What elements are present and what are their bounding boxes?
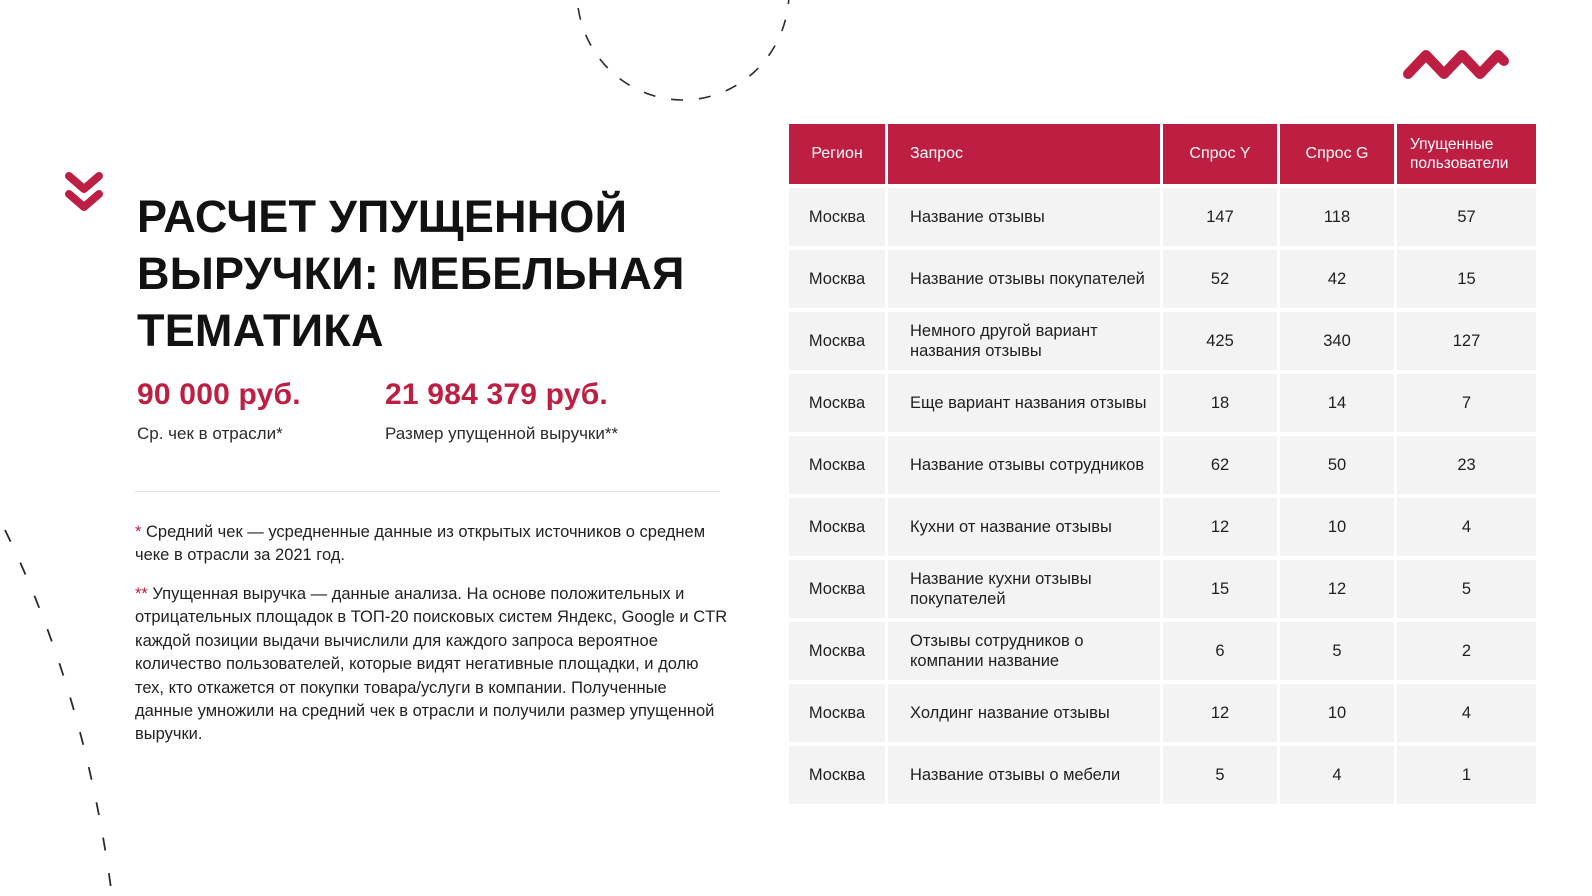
stat-average-check — [137, 378, 385, 444]
footnote-marker: * — [135, 523, 142, 541]
table-cell: Москва — [789, 436, 885, 494]
footnote-lost-revenue — [135, 583, 729, 747]
table-cell: 23 — [1397, 436, 1536, 494]
column-header: Запрос — [888, 124, 1160, 184]
footnotes — [135, 521, 729, 762]
table-row — [789, 188, 1536, 246]
table-cell: 5 — [1163, 746, 1277, 804]
table-row — [789, 436, 1536, 494]
table-cell: 4 — [1397, 684, 1536, 742]
table-cell: 18 — [1163, 374, 1277, 432]
table-cell: Холдинг название отзывы — [888, 684, 1160, 742]
table-cell: Название отзывы покупателей — [888, 250, 1160, 308]
table-cell: Кухни от название отзывы — [888, 498, 1160, 556]
stat-label: Размер упущенной выручки** — [385, 424, 619, 443]
footnote-text: Упущенная выручка — данные анализа. На основе положительных и отрицательных площадок в ТОП-20 поисковых систем Яндекс, Google и CTR каждой позиции выдачи вычислили для каждого запроса вероятное количество пользователей, которые видят негативные площадки, и долю тех, кто откажется от покупки товара/услуги в компании. Полученные данные умножили на средний чек в отрасли и получили размер упущенной выручки. — [135, 584, 728, 744]
stat-value: 21 984 379 руб. — [385, 378, 608, 411]
table-cell: 1 — [1397, 746, 1536, 804]
double-chevron-down-icon — [64, 170, 104, 216]
table-header — [789, 124, 1536, 184]
table-cell: Немного другой вариант названия отзывы — [888, 312, 1160, 370]
table-cell: 6 — [1163, 622, 1277, 680]
table-cell: Москва — [789, 250, 885, 308]
table-row — [789, 684, 1536, 742]
table-cell: Москва — [789, 374, 885, 432]
table-cell: Название отзывы сотрудников — [888, 436, 1160, 494]
table-cell: Москва — [789, 498, 885, 556]
table-cell: 10 — [1280, 498, 1394, 556]
stats-row — [137, 378, 725, 444]
table-cell: Москва — [789, 188, 885, 246]
zigzag-logo-icon — [1408, 55, 1504, 74]
table-cell: 12 — [1163, 684, 1277, 742]
table-cell: 12 — [1163, 498, 1277, 556]
table-cell: Москва — [789, 560, 885, 618]
table-cell: 127 — [1397, 312, 1536, 370]
table-row — [789, 622, 1536, 680]
table-cell: Название отзывы — [888, 188, 1160, 246]
table-row — [789, 746, 1536, 804]
stat-value: 90 000 руб. — [137, 378, 301, 411]
footnote-text: Средний чек — усредненные данные из открытых источников о среднем чеке в отрасли за 2021 год. — [135, 523, 706, 565]
table-cell: Название кухни отзывы покупателей — [888, 560, 1160, 618]
table-cell: 2 — [1397, 622, 1536, 680]
column-header: Упущенные пользователи — [1397, 124, 1536, 184]
table-cell: 425 — [1163, 312, 1277, 370]
table-cell: 52 — [1163, 250, 1277, 308]
footnote-marker: ** — [135, 584, 148, 603]
table-row — [789, 250, 1536, 308]
table-cell: 62 — [1163, 436, 1277, 494]
table-cell: Отзывы сотрудников о компании название — [888, 622, 1160, 680]
table-cell: Название отзывы о мебели — [888, 746, 1160, 804]
table-cell: 57 — [1397, 188, 1536, 246]
table-cell: 5 — [1280, 622, 1394, 680]
table-cell: 7 — [1397, 374, 1536, 432]
column-header: Спрос G — [1280, 124, 1394, 184]
table-cell: Москва — [789, 746, 885, 804]
table-cell: 14 — [1280, 374, 1394, 432]
table-cell: 15 — [1397, 250, 1536, 308]
column-header: Спрос Y — [1163, 124, 1277, 184]
table-body — [789, 188, 1536, 804]
table-cell: Москва — [789, 312, 885, 370]
stat-lost-revenue — [385, 378, 725, 444]
column-header: Регион — [789, 124, 885, 184]
table-header-row — [789, 124, 1536, 184]
table-cell: 4 — [1397, 498, 1536, 556]
dashed-circle-icon — [577, 0, 789, 100]
table-cell: 50 — [1280, 436, 1394, 494]
table-row — [789, 560, 1536, 618]
table-row — [789, 498, 1536, 556]
table-cell: 15 — [1163, 560, 1277, 618]
table-cell: 42 — [1280, 250, 1394, 308]
footnote-average-check — [135, 521, 729, 568]
divider — [135, 491, 720, 492]
table-cell: Москва — [789, 622, 885, 680]
table-cell: 5 — [1397, 560, 1536, 618]
table-cell: 147 — [1163, 188, 1277, 246]
table-cell: 10 — [1280, 684, 1394, 742]
table-cell: 4 — [1280, 746, 1394, 804]
table-cell: Москва — [789, 684, 885, 742]
table-row — [789, 374, 1536, 432]
table-row — [789, 312, 1536, 370]
dashed-arc-icon — [5, 530, 112, 896]
table-cell: 340 — [1280, 312, 1394, 370]
table-cell: 12 — [1280, 560, 1394, 618]
table-cell: 118 — [1280, 188, 1394, 246]
stat-label: Ср. чек в отрасли* — [137, 424, 283, 443]
table-cell: Еще вариант названия отзывы — [888, 374, 1160, 432]
queries-table — [786, 120, 1539, 808]
page-title: РАСЧЕТ УПУЩЕННОЙ ВЫРУЧКИ: МЕБЕЛЬНАЯ ТЕМАТИКА — [137, 191, 685, 357]
